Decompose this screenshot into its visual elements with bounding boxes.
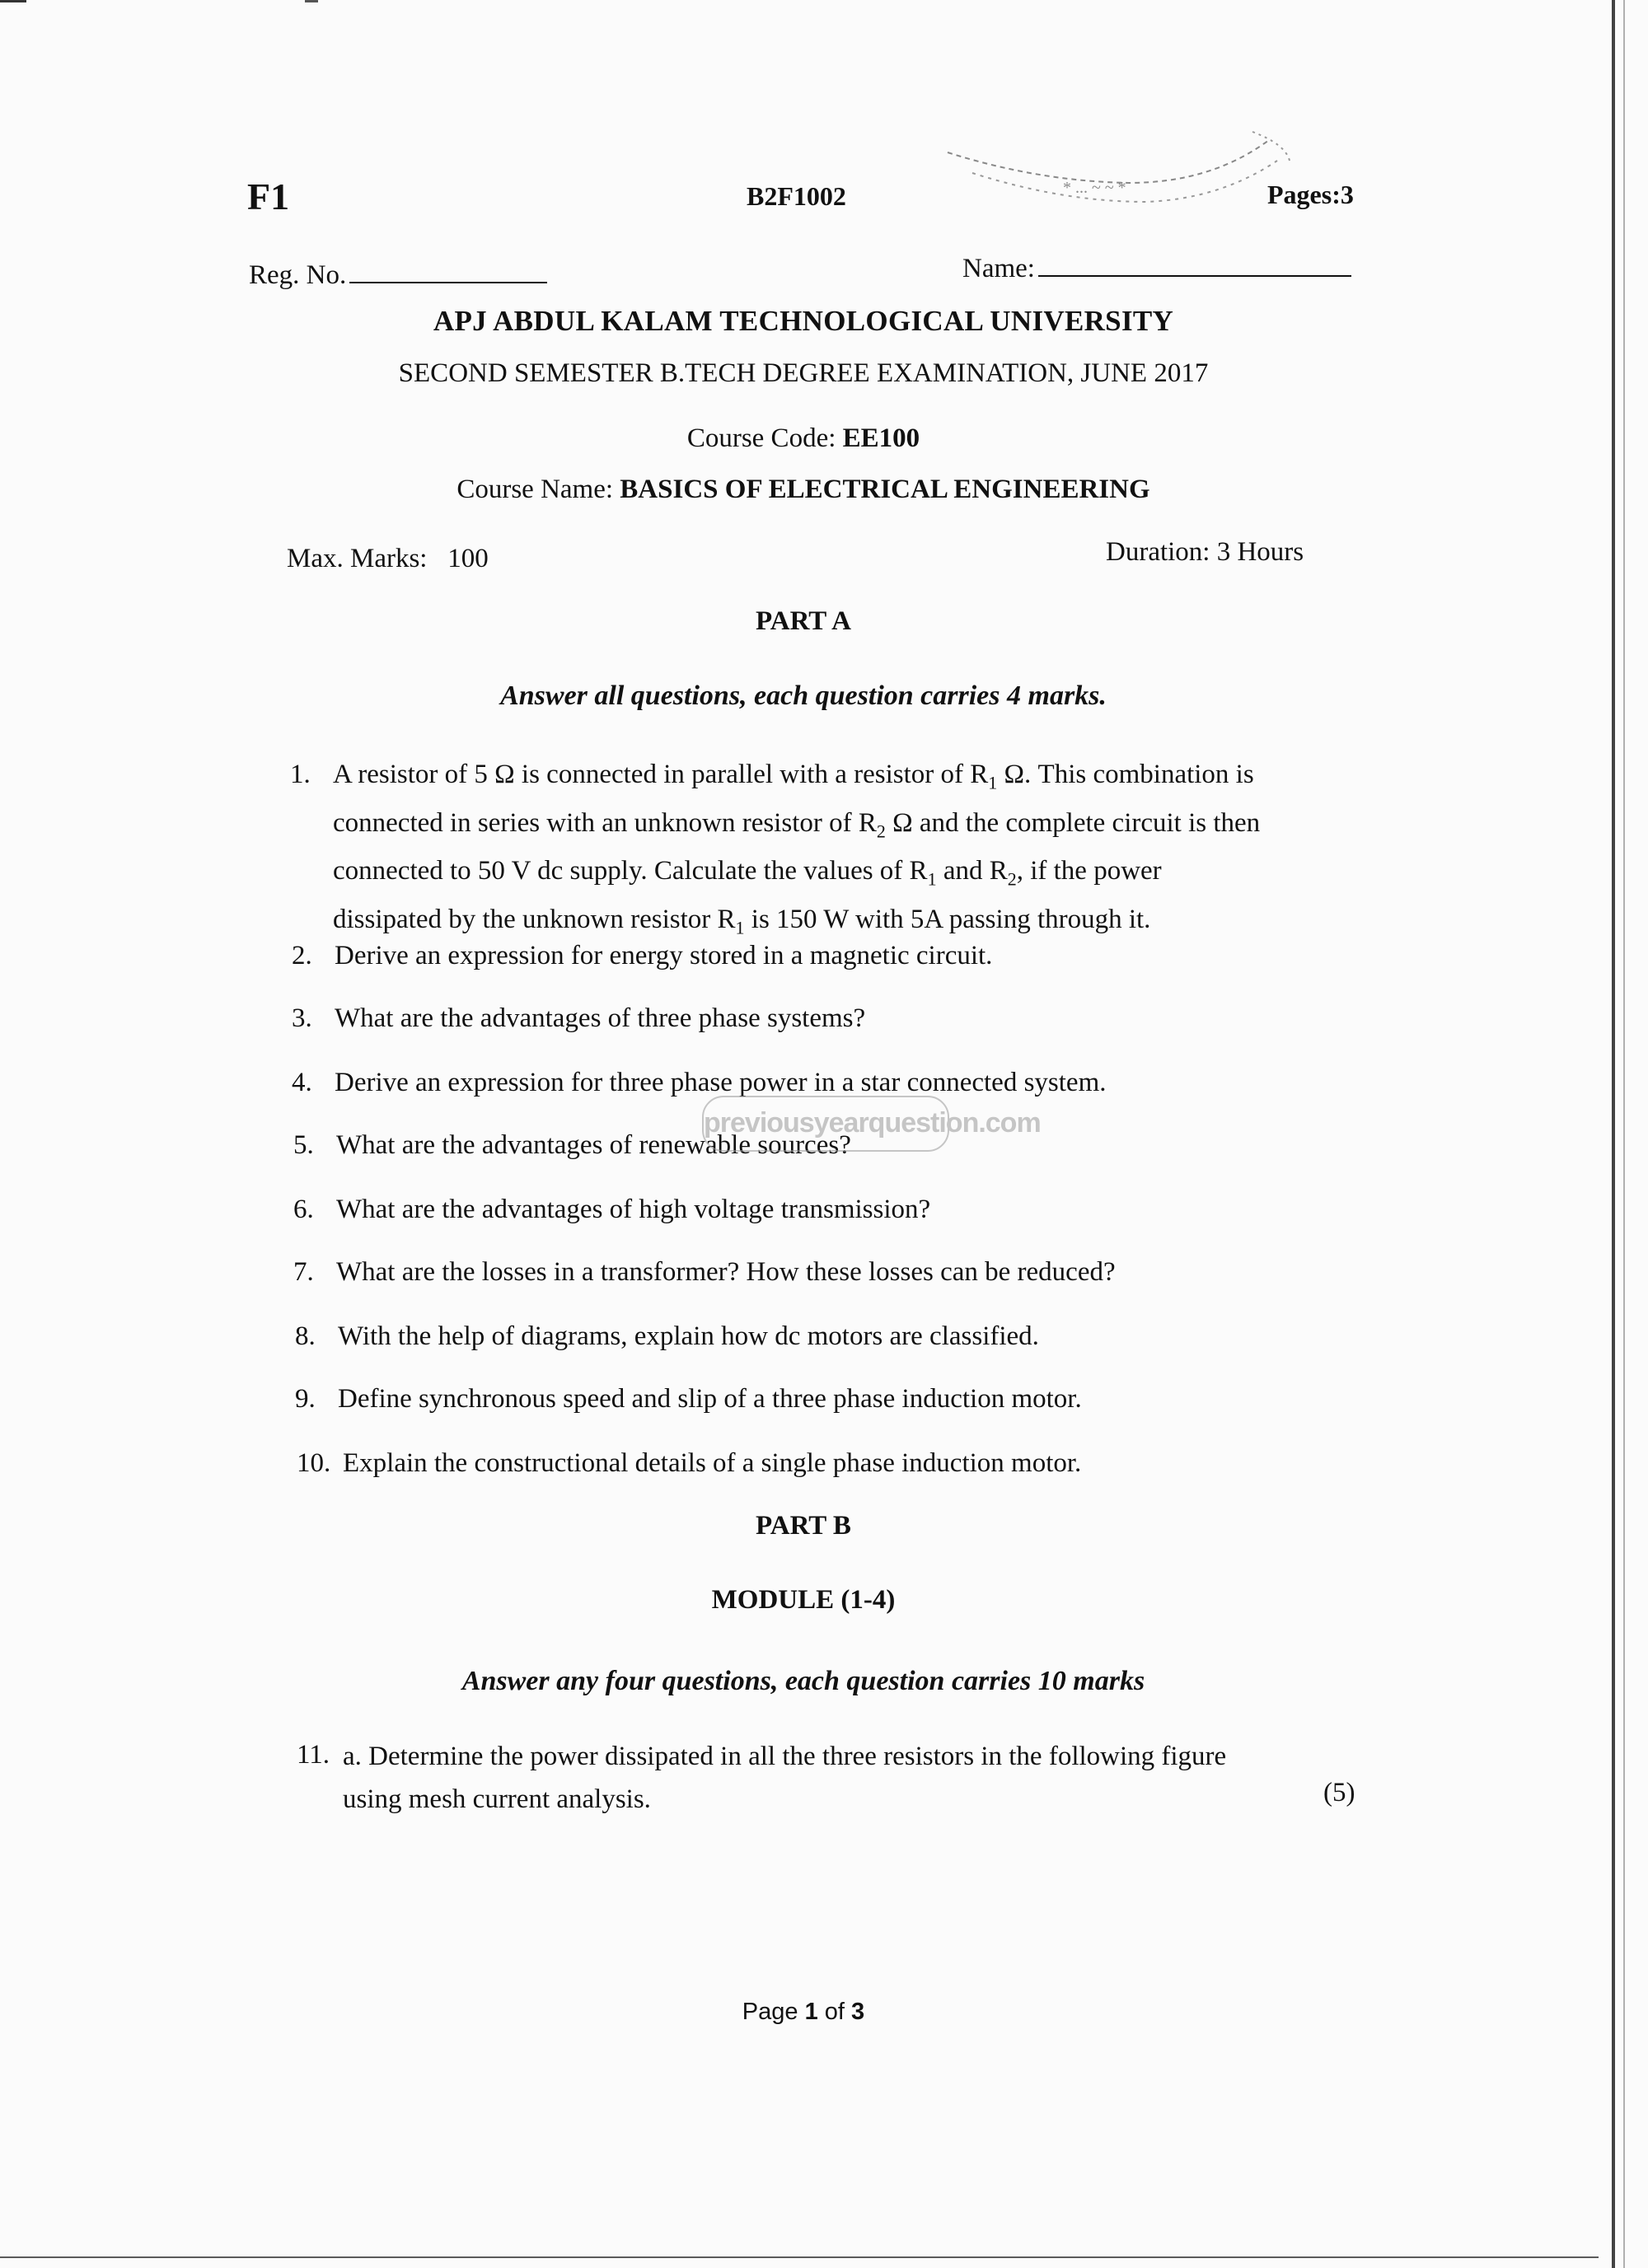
question-number: 4. xyxy=(292,1068,312,1097)
question-number: 9. xyxy=(295,1384,316,1414)
scan-artifact xyxy=(0,0,26,2)
question-number: 10. xyxy=(297,1448,331,1478)
part-b-instruction: Answer any four questions, each question carries 10 marks xyxy=(461,1666,1145,1696)
question-line: connected in series with an unknown resistor of $R_2$ Ω and the complete circuit is then xyxy=(333,807,1261,842)
page-footer xyxy=(0,1999,1607,2026)
question-number: 1. xyxy=(290,760,311,789)
question-line: dissipated by the unknown resistor $R_1$ is 150 W with 5A passing through it. xyxy=(333,904,1151,938)
course-code xyxy=(0,423,1607,454)
name-label: Name: xyxy=(962,254,1035,283)
reg-no-blank xyxy=(349,259,547,283)
question-number: 5. xyxy=(293,1130,314,1160)
svg-text:* ... ~ ~ *: * ... ~ ~ * xyxy=(1063,179,1126,197)
course-name xyxy=(0,475,1607,505)
university-stamp-icon xyxy=(939,124,1302,222)
scan-edge xyxy=(1612,0,1615,2268)
exam-title: SECOND SEMESTER B.TECH DEGREE EXAMINATION, JUNE 2017 xyxy=(398,358,1209,388)
question-text: What are the advantages of three phase systems? xyxy=(335,1003,866,1033)
question-number: 6. xyxy=(293,1195,314,1224)
question-text: Define synchronous speed and slip of a three phase induction motor. xyxy=(338,1384,1082,1414)
question-text: What are the advantages of renewable sources? xyxy=(336,1130,851,1160)
question-text xyxy=(343,1735,1226,1821)
question-line: A resistor of 5 Ω is connected in parallel with a resistor of $R_1$ Ω. This combination is xyxy=(333,760,1254,793)
max-marks: Max. Marks: 100 xyxy=(287,544,489,573)
reg-no-field xyxy=(249,259,547,291)
reg-no-label: Reg. No. xyxy=(249,260,347,290)
question-number: 2. xyxy=(292,941,312,970)
set-code: F1 xyxy=(247,175,290,217)
question-number: 11. xyxy=(297,1740,330,1770)
scan-edge xyxy=(1623,0,1625,2268)
question-number: 3. xyxy=(292,1003,312,1033)
page-total: 3 xyxy=(851,1999,865,2025)
question-text: Derive an expression for three phase power in a star connected system. xyxy=(335,1068,1107,1097)
module-title: MODULE (1-4) xyxy=(711,1585,896,1615)
watermark-logo: previousyearquestion.com xyxy=(702,1096,949,1152)
question-line: a. Determine the power dissipated in all the three resistors in the following figure xyxy=(343,1742,1227,1771)
university-name: APJ ABDUL KALAM TECHNOLOGICAL UNIVERSITY xyxy=(433,305,1174,337)
part-b-title: PART B xyxy=(756,1511,851,1541)
part-a-title: PART A xyxy=(756,606,851,636)
course-name-value: BASICS OF ELECTRICAL ENGINEERING xyxy=(620,475,1150,504)
paper-code: B2F1002 xyxy=(747,181,846,211)
scan-artifact xyxy=(305,0,318,2)
scan-bottom-edge xyxy=(0,2256,1599,2258)
question-text: With the help of diagrams, explain how dc motors are classified. xyxy=(338,1321,1039,1351)
page-label: Page xyxy=(742,1999,805,2025)
course-code-label: Course Code: xyxy=(686,423,843,453)
question-marks: (5) xyxy=(1323,1778,1355,1807)
question-text: Explain the constructional details of a single phase induction motor. xyxy=(343,1448,1082,1478)
duration: Duration: 3 Hours xyxy=(1106,537,1304,567)
question-line: connected to 50 V dc supply. Calculate the values of $R_1$ and $R_2$, if the power xyxy=(333,856,1162,890)
page-number: 1 xyxy=(804,1999,818,2025)
question-line: using mesh current analysis. xyxy=(343,1784,651,1814)
name-blank xyxy=(1038,252,1351,277)
question-number: 8. xyxy=(295,1321,316,1351)
course-code-value: EE100 xyxy=(842,423,920,453)
question-text xyxy=(333,755,1355,947)
question-number: 7. xyxy=(293,1257,314,1287)
name-field xyxy=(962,252,1351,284)
course-name-label: Course Name: xyxy=(456,475,620,504)
question-text: What are the advantages of high voltage transmission? xyxy=(336,1195,931,1224)
question-text: What are the losses in a transformer? How these losses can be reduced? xyxy=(336,1257,1116,1287)
page-of-label: of xyxy=(817,1999,852,2025)
part-a-instruction: Answer all questions, each question carries 4 marks. xyxy=(500,680,1107,711)
page-count: Pages:3 xyxy=(1267,180,1354,209)
question-text: Derive an expression for energy stored in a magnetic circuit. xyxy=(335,941,993,970)
